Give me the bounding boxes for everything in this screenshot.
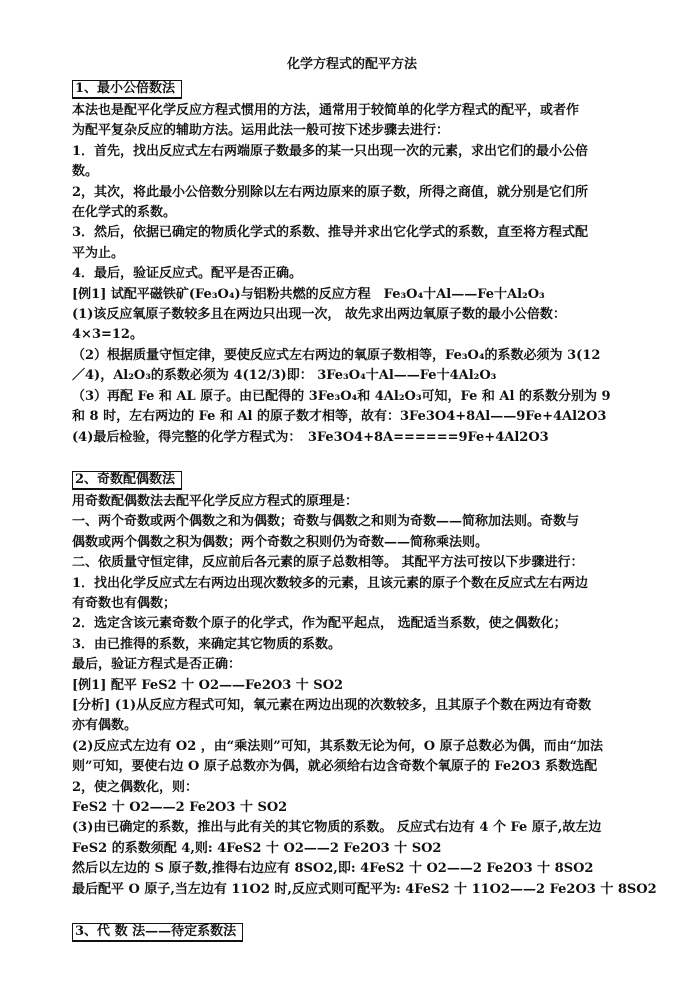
section-gap xyxy=(72,900,632,920)
text-line: 3．然后，依据已确定的物质化学式的系数、推导并求出它化学式的系数，直至将方程式配 xyxy=(72,225,589,241)
section-heading: 1、最小公倍数法 xyxy=(72,80,182,99)
section-body xyxy=(72,101,632,448)
text-line: 有奇数也有偶数； xyxy=(72,595,177,611)
text-line: （2）根据质量守恒定律，要使反应式左右两边的氧原子数相等，Fe₃O₄的系数必须为 3(12 xyxy=(72,347,601,363)
text-line: (2)反应式左边有 O2 ，由“乘法则”可知，其系数无论为何，O 原子总数必为偶，而由“加法 xyxy=(72,738,604,754)
text-line: （3）再配 Fe 和 AL 原子。由已配得的 3Fe₃O₄和 4Al₂O₃可知，Fe 和 Al 的系数分别为 9 xyxy=(72,388,611,404)
text-line: 1．找出化学反应式左右两边出现次数较多的元素，且该元素的原子个数在反应式左右两边 xyxy=(72,575,589,591)
section-gap xyxy=(72,448,632,468)
section-odd-even xyxy=(72,468,657,900)
text-line: FeS2 十 O2——2 Fe2O3 十 SO2 xyxy=(72,800,288,815)
text-line: 4．最后，验证反应式。配平是否正确。 xyxy=(72,266,303,282)
text-line: 平为止。 xyxy=(72,245,125,261)
text-line: 和 8 时，左右两边的 Fe 和 Al 的原子数才相等，故有：3Fe3O4+8Al——9Fe+4Al2O3 xyxy=(72,409,607,425)
text-line: 最后配平 O 原子,当左边有 11O2 时,反应式则可配平为: 4FeS2 十 11O2——2 Fe2O3 十 8SO2 xyxy=(72,881,657,897)
section-algebraic xyxy=(72,920,632,944)
text-line: 亦有偶数。 xyxy=(72,718,138,734)
text-line: (1)该反应氧原子数较多且在两边只出现一次， 故先求出两边氧原子数的最小公倍数： xyxy=(72,307,566,323)
text-line: ／4)，Al₂O₃的系数必须为 4(12/3)即： 3Fe₃O₄十Al——Fe十4Al₂O₃ xyxy=(72,368,497,384)
text-line: 则”可知，要使右边 O 原子总数亦为偶，就必须给右边含奇数个氧原子的 Fe2O3 系数选配 xyxy=(72,759,598,775)
text-line: 最后，验证方程式是否正确： xyxy=(72,657,242,673)
text-line: 然后以左边的 S 原子数,推得右边应有 8SO2,即: 4FeS2 十 O2——2 Fe2O3 十 8SO2 xyxy=(72,861,594,877)
text-line: 二、依质量守恒定律，反应前后各元素的原子总数相等。 其配平方法可按以下步骤进行： xyxy=(72,555,584,571)
text-line: 偶数或两个偶数之积为偶数；两个奇数之积则仍为奇数——简称乘法则。 xyxy=(72,534,489,550)
text-line: [例1] 配平 FeS2 十 O2——Fe2O3 十 SO2 xyxy=(72,677,344,693)
section-least-common-multiple xyxy=(72,77,632,448)
section-body xyxy=(72,492,657,900)
section-heading: 3、代 数 法——待定系数法 xyxy=(72,923,243,942)
text-line: 数。 xyxy=(72,164,99,180)
page-title: 化学方程式的配平方法 xyxy=(286,57,417,72)
text-line: FeS2 的系数须配 4,则: 4FeS2 十 O2——2 Fe2O3 十 SO2 xyxy=(72,840,442,856)
text-line: 2，使之偶数化，则： xyxy=(72,779,199,795)
document-page xyxy=(72,55,657,944)
text-line: 为配平复杂反应的辅助方法。运用此法一般可按下述步骤去进行： xyxy=(72,123,450,139)
text-line: (4)最后检验，得完整的化学方程式为： 3Fe3O4+8A======9Fe+4Al2O3 xyxy=(72,429,549,445)
text-line: 2．选定含该元素奇数个原子的化学式，作为配平起点， 选配适当系数，使之偶数化； xyxy=(72,616,567,632)
text-line: 在化学式的系数。 xyxy=(72,205,177,221)
text-line: 2，其次，将此最小公倍数分别除以左右两边原来的原子数，所得之商值，就分别是它们所 xyxy=(72,184,589,200)
text-line: [分析] (1)从反应方程式可知，氧元素在两边出现的次数较多，且其原子个数在两边有奇数 xyxy=(72,697,592,713)
text-line: 一、两个奇数或两个偶数之和为偶数；奇数与偶数之和则为奇数——简称加法则。奇数与 xyxy=(72,514,580,530)
text-line: 本法也是配平化学反应方程式惯用的方法，通常用于较简单的化学方程式的配平，或者作 xyxy=(72,103,580,118)
section-heading: 2、奇数配偶数法 xyxy=(72,471,182,490)
text-line: 用奇数配偶数法去配平化学反应方程式的原理是： xyxy=(72,493,359,509)
text-line: 1．首先，找出反应式左右两端原子数最多的某一只出现一次的元素，求出它们的最小公倍 xyxy=(72,143,589,159)
text-line: 3．由已推得的系数，来确定其它物质的系数。 xyxy=(72,636,342,652)
text-line: 4×3=12。 xyxy=(72,327,143,343)
text-line: (3)由已确定的系数，推出与此有关的其它物质的系数。 反应式右边有 4 个 Fe 原子,故左边 xyxy=(72,820,602,836)
text-line: [例1] 试配平磁铁矿(Fe₃O₄)与铝粉共燃的反应方程 Fe₃O₄十Al——Fe十Al₂O₃ xyxy=(72,286,545,302)
